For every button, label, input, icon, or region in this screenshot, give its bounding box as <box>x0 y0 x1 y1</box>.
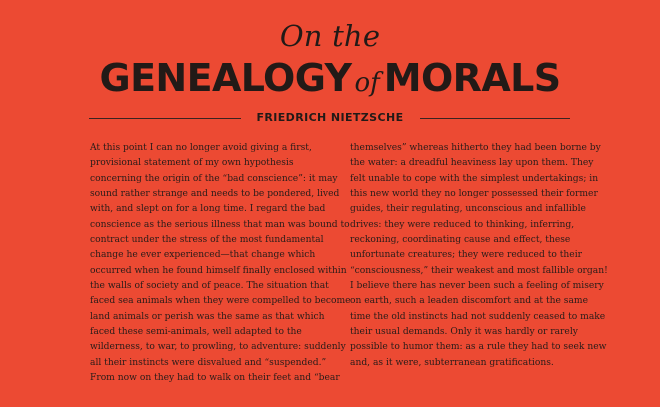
text-line: contract under the stress of the most fundamental <box>90 235 324 246</box>
text-line: time the old instincts had not suddenly ceased to make <box>350 311 606 322</box>
text-line: reckoning, coordinating cause and effect, these <box>350 235 571 246</box>
title-main <box>0 56 660 109</box>
text-line: possible to humor them: as a rule they had to seek new <box>350 342 607 353</box>
divider-right <box>420 118 570 119</box>
text-line: felt unable to cope with the simplest undertakings; in <box>350 173 599 184</box>
text-line: At this point I can no longer avoid giving a first, <box>90 143 312 153</box>
text-line: concerning the origin of the “bad conscience”: it may <box>90 173 338 184</box>
text-line: with, and slept on for a long time. I regard the bad <box>90 204 326 215</box>
text-line: From now on they had to walk on their feet and “bear <box>90 373 340 384</box>
author-name: FRIEDRICH NIETZSCHE <box>256 111 404 124</box>
text-line: provisional statement of my own hypothesis <box>90 158 294 169</box>
text-column-left <box>90 141 351 387</box>
title-of: of <box>354 68 380 98</box>
text-column-right <box>350 141 608 371</box>
text-line: wilderness, to war, to prowling, to adventure: suddenly <box>90 342 346 353</box>
text-line: change he ever experienced—that change which <box>90 250 316 261</box>
text-line: drives: they were reduced to thinking, inferring, <box>350 219 575 230</box>
text-line: unfortunate creatures; they were reduced to their <box>350 250 582 261</box>
text-line: the water: a dreadful heaviness lay upon them. They <box>350 158 594 169</box>
text-line: guides, their regulating, unconscious and infallible <box>350 204 586 215</box>
text-line: land animals or perish was the same as that which <box>90 311 325 322</box>
title-genealogy: GENEALOGY <box>99 56 352 100</box>
text-line: occurred when he found himself finally enclosed within <box>90 265 347 276</box>
text-line: faced these semi-animals, well adapted to the <box>90 327 302 338</box>
text-line: this new world they no longer possessed their former <box>350 189 598 200</box>
text-line: conscience as the serious illness that man was bound to <box>90 219 350 230</box>
text-line: and, as it were, subterranean gratifications. <box>350 357 554 368</box>
text-line: faced sea animals when they were compelled to become <box>90 296 351 307</box>
text-line: their usual demands. Only it was hardly or rarely <box>350 327 578 338</box>
text-line: sound rather strange and needs to be pondered, lived <box>90 189 340 200</box>
text-line: the walls of society and of peace. The situation that <box>90 281 329 292</box>
text-line: themselves” whereas hitherto they had been borne by <box>350 143 601 153</box>
text-line: I believe there has never been such a feeling of misery <box>350 281 604 292</box>
title-on-the: On the <box>279 19 381 53</box>
text-line: on earth, such a leaden discomfort and at the same <box>350 296 588 307</box>
title-morals: MORALS <box>383 56 561 100</box>
text-line: all their instincts were disvalued and “suspended.” <box>90 357 327 368</box>
text-line: “consciousness,” their weakest and most fallible organ! <box>350 265 608 276</box>
